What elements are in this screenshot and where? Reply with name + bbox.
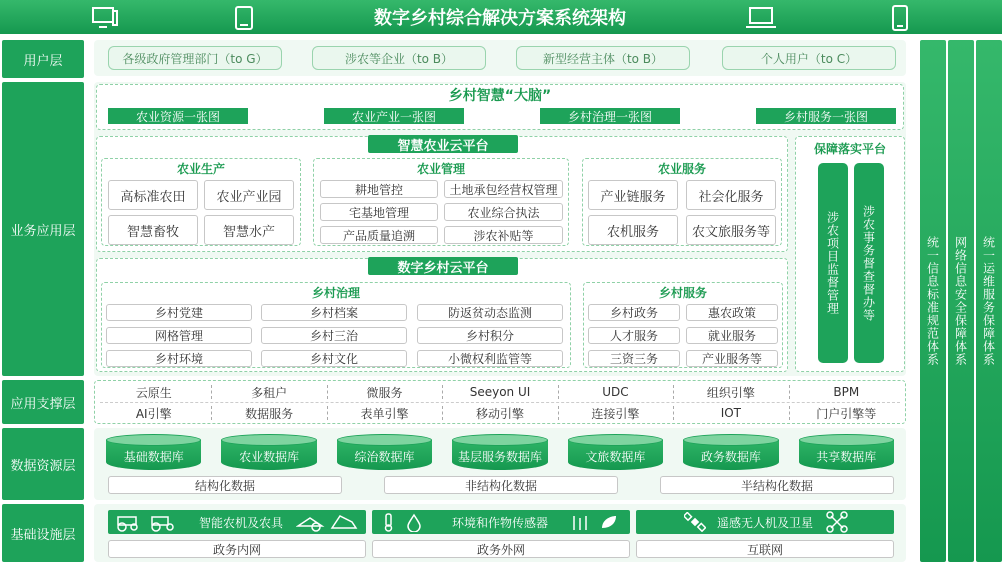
support-item: BPM <box>833 385 860 399</box>
management-item: 农业综合执法 <box>444 203 563 221</box>
support-separator <box>789 385 790 399</box>
production-title: 农业生产 <box>176 161 225 176</box>
brain-title: 乡村智慧“大脑” <box>448 88 552 104</box>
support-separator <box>211 406 212 420</box>
governance-item: 乡村三治 <box>261 327 407 344</box>
infra-bar-label: 遥感无人机及卫星 <box>716 515 813 530</box>
support-row <box>96 383 904 401</box>
network: 政务内网 <box>108 540 366 558</box>
agri-service-item: 产业链服务 <box>588 180 678 210</box>
support-item: 表单引擎 <box>360 406 409 421</box>
production-item: 高标准农田 <box>108 180 198 210</box>
user-individual: 个人用户（to C） <box>722 46 896 70</box>
guarantee-panel <box>795 136 905 372</box>
network: 互联网 <box>636 540 894 558</box>
database-cylinder <box>221 434 316 470</box>
satellite-icon <box>684 512 706 536</box>
governance-item: 防返贫动态监测 <box>417 304 563 321</box>
infra-bar-label: 环境和作物传感器 <box>451 515 548 530</box>
database-label: 农业数据库 <box>239 449 300 464</box>
support-separator <box>442 385 443 399</box>
database-cylinder <box>452 434 547 470</box>
cylinder-top <box>683 434 778 446</box>
cylinder-top <box>106 434 201 446</box>
support-separator <box>211 385 212 399</box>
guarantee-title: 保障落实平台 <box>813 141 886 156</box>
support-item: 门户引擎等 <box>816 406 877 421</box>
database-label: 基础数据库 <box>123 449 184 464</box>
map-resource: 农业资源一张图 <box>108 108 248 124</box>
governance-item: 乡村积分 <box>417 327 563 344</box>
governance-item: 乡村档案 <box>261 304 407 321</box>
guarantee-item: 涉农事务督查督办等 <box>854 163 884 363</box>
user-government: 各级政府管理部门（to G） <box>108 46 282 70</box>
production-item: 智慧水产 <box>204 215 294 245</box>
side-security: 网络信息安全保障体系 <box>948 40 974 562</box>
monitor-icon <box>92 7 118 33</box>
cylinder-top <box>568 434 663 446</box>
support-separator <box>442 406 443 420</box>
layer-data: 数据资源层 <box>2 428 84 500</box>
agri-service-item: 农文旅服务等 <box>686 215 776 245</box>
village-service-item: 乡村政务 <box>588 304 680 321</box>
management-item: 产品质量追溯 <box>320 226 438 244</box>
data-type: 非结构化数据 <box>384 476 618 494</box>
management-title: 农业管理 <box>416 161 465 176</box>
agri-service-item: 农机服务 <box>588 215 678 245</box>
database-label: 综治数据库 <box>354 449 415 464</box>
database-label: 基层服务数据库 <box>457 449 542 464</box>
support-separator <box>558 385 559 399</box>
user-operator: 新型经营主体（to B） <box>516 46 690 70</box>
database-cylinder <box>337 434 432 470</box>
support-item: 云原生 <box>135 385 172 400</box>
layer-infra: 基础设施层 <box>2 504 84 562</box>
map-service: 乡村服务一张图 <box>756 108 896 124</box>
layer-support: 应用支撑层 <box>2 380 84 424</box>
agri-service-item: 社会化服务 <box>686 180 776 210</box>
side-standards: 统一信息标准规范体系 <box>920 40 946 562</box>
harvester-icon <box>296 512 360 536</box>
support-item: UDC <box>602 385 629 399</box>
support-item: AI引擎 <box>135 406 172 421</box>
management-item: 涉农补贴等 <box>444 226 563 244</box>
side-operations: 统一运维服务保障体系 <box>976 40 1002 562</box>
support-item: 组织引擎 <box>706 385 755 400</box>
support-item: Seeyon UI <box>469 385 531 399</box>
support-separator <box>673 406 674 420</box>
cylinder-top <box>221 434 316 446</box>
governance-item: 乡村文化 <box>261 350 407 367</box>
laptop-icon <box>746 7 776 33</box>
database-cylinder <box>106 434 201 470</box>
phone-icon <box>892 5 908 35</box>
support-row <box>96 404 904 422</box>
support-separator <box>673 385 674 399</box>
layer-business: 业务应用层 <box>2 82 84 376</box>
support-item: 连接引擎 <box>591 406 640 421</box>
drone-icon <box>826 511 848 537</box>
database-cylinder <box>799 434 894 470</box>
thermometer-icon <box>380 512 430 536</box>
support-separator <box>327 385 328 399</box>
village-service-title: 乡村服务 <box>658 285 707 300</box>
support-divider <box>100 402 900 403</box>
governance-item: 小微权利监管等 <box>417 350 563 367</box>
management-item: 宅基地管理 <box>320 203 438 221</box>
support-item: 数据服务 <box>245 406 294 421</box>
governance-item: 乡村环境 <box>106 350 252 367</box>
village-service-item: 就业服务 <box>686 327 778 344</box>
layer-user: 用户层 <box>2 40 84 78</box>
plant-icon <box>568 512 624 536</box>
database-row <box>96 434 904 470</box>
page-title: 数字乡村综合解决方案系统架构 <box>374 8 626 29</box>
cylinder-top <box>337 434 432 446</box>
cylinder-top <box>452 434 547 446</box>
data-type: 半结构化数据 <box>660 476 894 494</box>
agri-cloud-title: 智慧农业云平台 <box>368 135 518 153</box>
database-label: 政务数据库 <box>700 449 761 464</box>
governance-title: 乡村治理 <box>311 285 360 300</box>
governance-item: 网格管理 <box>106 327 252 344</box>
village-service-item: 人才服务 <box>588 327 680 344</box>
village-service-item: 惠农政策 <box>686 304 778 321</box>
village-service-item: 产业服务等 <box>686 350 778 367</box>
infra-bar-label: 智能农机及农具 <box>198 515 283 530</box>
governance-item: 乡村党建 <box>106 304 252 321</box>
support-item: 移动引擎 <box>475 406 524 421</box>
database-label: 文旅数据库 <box>585 449 646 464</box>
production-item: 农业产业园 <box>204 180 294 210</box>
support-item: IOT <box>720 406 742 420</box>
map-industry: 农业产业一张图 <box>324 108 464 124</box>
support-separator <box>558 406 559 420</box>
support-item: 多租户 <box>251 385 288 400</box>
management-item: 土地承包经营权管理 <box>444 180 563 198</box>
guarantee-item: 涉农项目监督管理 <box>818 163 848 363</box>
user-enterprise: 涉农等企业（to B） <box>312 46 486 70</box>
village-service-item: 三资三务 <box>588 350 680 367</box>
tractor-icon <box>114 512 184 536</box>
management-item: 耕地管控 <box>320 180 438 198</box>
agri-service-title: 农业服务 <box>657 161 706 176</box>
network: 政务外网 <box>372 540 630 558</box>
tablet-icon <box>234 6 254 34</box>
support-item: 微服务 <box>366 385 403 400</box>
support-separator <box>327 406 328 420</box>
database-cylinder <box>683 434 778 470</box>
cylinder-top <box>799 434 894 446</box>
database-label: 共享数据库 <box>816 449 877 464</box>
map-governance: 乡村治理一张图 <box>540 108 680 124</box>
village-cloud-title: 数字乡村云平台 <box>368 257 518 275</box>
data-type: 结构化数据 <box>108 476 342 494</box>
database-cylinder <box>568 434 663 470</box>
production-item: 智慧畜牧 <box>108 215 198 245</box>
support-separator <box>789 406 790 420</box>
